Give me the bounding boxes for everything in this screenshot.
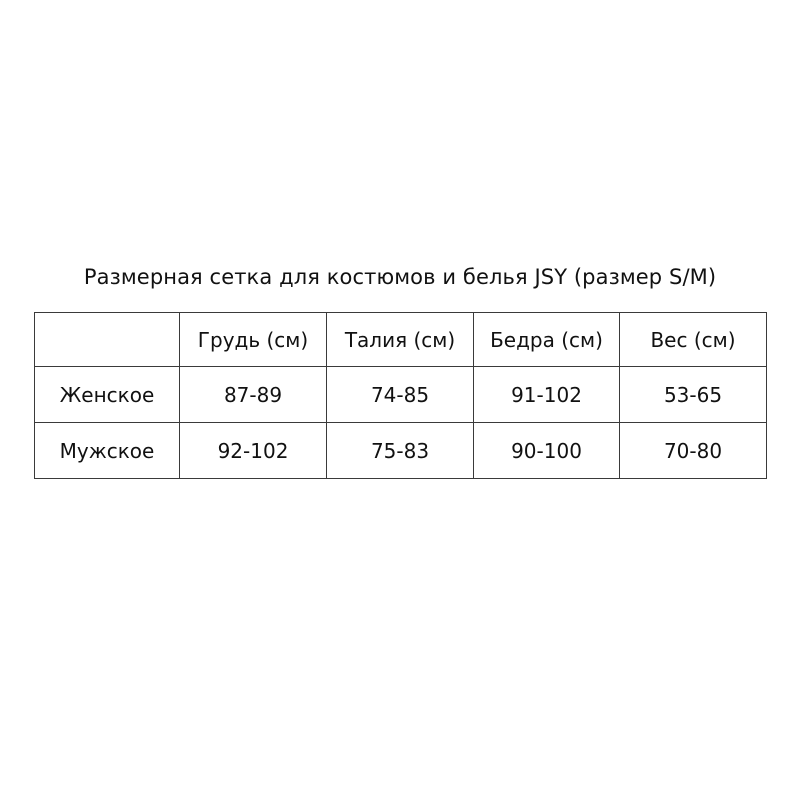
row-label-female: Женское — [35, 367, 180, 423]
table-cell: 75-83 — [327, 423, 474, 479]
column-header-waist: Талия (см) — [327, 313, 474, 367]
page-title: Размерная сетка для костюмов и белья JSY (размер S/M) — [83, 265, 717, 289]
column-header-chest: Грудь (см) — [180, 313, 327, 367]
table-cell: 70-80 — [620, 423, 767, 479]
table-cell: 90-100 — [474, 423, 620, 479]
table-row — [35, 367, 767, 423]
header-corner-cell — [35, 313, 180, 367]
column-header-weight: Вес (см) — [620, 313, 767, 367]
table-cell: 92-102 — [180, 423, 327, 479]
column-header-hips: Бедра (см) — [474, 313, 620, 367]
table-cell: 87-89 — [180, 367, 327, 423]
table-cell: 74-85 — [327, 367, 474, 423]
table-cell: 91-102 — [474, 367, 620, 423]
size-chart-table — [34, 312, 767, 479]
table-row — [35, 423, 767, 479]
table-header-row — [35, 313, 767, 367]
table-cell: 53-65 — [620, 367, 767, 423]
row-label-male: Мужское — [35, 423, 180, 479]
